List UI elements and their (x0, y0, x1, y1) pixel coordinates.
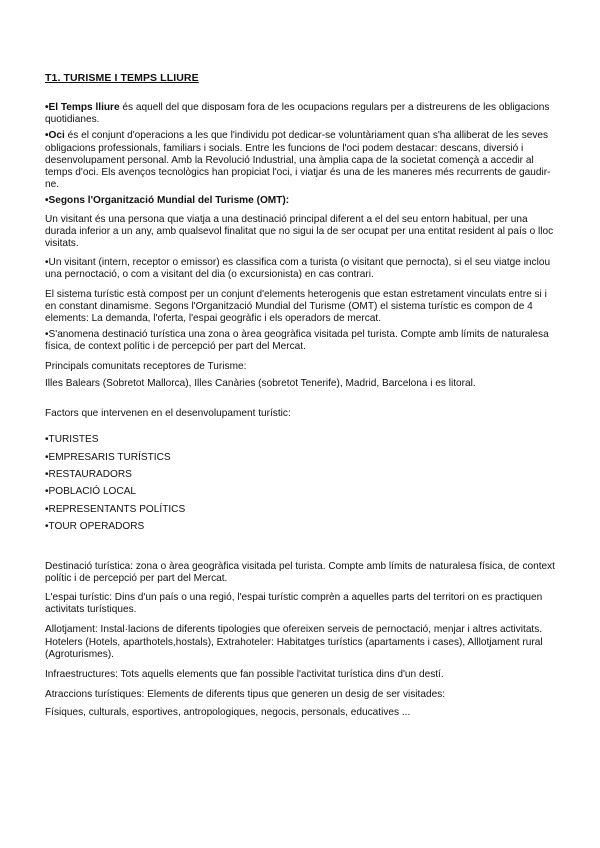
term-oci: •Oci (45, 130, 65, 142)
paragraph-infraestructures: Infraestructures: Tots aquells elements que fan possible l'activitat turística dins d'un destí. (45, 669, 444, 681)
list-item: •TURISTES (45, 434, 99, 446)
paragraph-visitant: Un visitant és una persona que viatja a una destinació principal diferent a el del seu entorn habitual, per una durada inferior a un any, amb qualsevol finalitat que no sigui la de ser ocupat per una entitat resident al país o lloc visitats. (45, 213, 554, 250)
list-item: •REPRESENTANTS POLÍTICS (45, 503, 186, 515)
omt-heading: •Segons l'Organització Mundial del Turisme (OMT): (45, 195, 290, 207)
paragraph-comunitats-title: Principals comunitats receptores de Turisme: (45, 360, 247, 372)
list-item: •EMPRESARIS TURÍSTICS (45, 451, 171, 463)
paragraph-temps-lliure (45, 102, 557, 126)
paragraph-espai-turistic: L'espai turístic: Dins d'un país o una regió, l'espai turístic comprèn a aquelles parts del territori on es practiquen activitats turístiques. (45, 592, 543, 616)
definition-temps-lliure: és aquell del que disposam fora de les ocupacions regulars per a distreurens de les obligacions quotidianes. (45, 102, 550, 126)
paragraph-sistema-turistic: El sistema turístic està compost per un conjunt d'elements heterogenis que estan estretament vinculats entre si i en constant dinamisme. Segons l'Organització Mundial del Turisme (OMT) el sistema turístic es compon de 4 elements: La demanda, l'oferta, l'espai geogràfic i els operadors de mercat. (45, 288, 547, 325)
list-item: •POBLACIÓ LOCAL (45, 486, 137, 498)
paragraph-destinacio-turistica: Destinació turística: zona o àrea geogràfica visitada pel turista. Compte amb límits de naturalesa física, de context polític i de percepció per part del Mercat. (45, 560, 555, 584)
paragraph-destinacio: •S'anomena destinació turística una zona o àrea geogràfica visitada pel turista. Compte amb límits de naturalesa física, de context polític i de percepció per part del Mercat. (45, 329, 549, 353)
list-item: •RESTAURADORS (45, 469, 132, 481)
term-temps-lliure: •El Temps lliure (45, 102, 120, 113)
paragraph-atraccions-tipus: Físiques, culturals, esportives, antropologiques, negocis, personals, educatives ... (45, 707, 411, 719)
list-item: •TOUR OPERADORS (45, 521, 145, 533)
paragraph-oci (45, 130, 557, 191)
factors-list (45, 434, 557, 533)
paragraph-allotjament: Allotjament: Instal·lacions de diferents tipologies que ofereixen serveis de pernoctació, menjar i altres activitats. Hotelers (Hotels, aparthotels,hostals), Extrahoteler: Habitatges turístics (apartaments i cases), Alllotjament rural (Agroturismes). (45, 624, 543, 660)
definition-oci: és el conjunt d'operacions a les que l'individu pot dedicar-se voluntàriament quan s'ha alliberat de les seves obligacions professionals, familiars i socials. Entre les funcions de l'oci podem destacar: descans, diversió i desenvolupament personal. Amb la Revolució Industrial, una àmplia capa de la societat començà a accedir al temps d'oci. Els avenços tecnològics han propiciat l'oci, i viatjar és una de les maneres més recurrents de gaudir-ne. (45, 130, 551, 191)
paragraph-comunitats-list: Illes Balears (Sobretot Mallorca), Illes Canàries (sobretot Tenerife), Madrid, Barcelona i es litoral. (45, 377, 476, 389)
factors-intro: Factors que intervenen en el desenvolupament turístic: (45, 408, 291, 420)
paragraph-atraccions: Atraccions turístiques: Elements de diferents tipus que generen un desig de ser visitades: (45, 689, 446, 701)
document-body (45, 72, 557, 720)
document-title: T1. TURISME I TEMPS LLIURE (45, 72, 199, 84)
paragraph-visitant-classificacio: •Un visitant (intern, receptor o emissor) es classifica com a turista (o visitant que pernocta), si el seu viatge inclou una pernoctació, o com a visitant del dia (o excursionista) en cas contrari. (45, 257, 551, 281)
